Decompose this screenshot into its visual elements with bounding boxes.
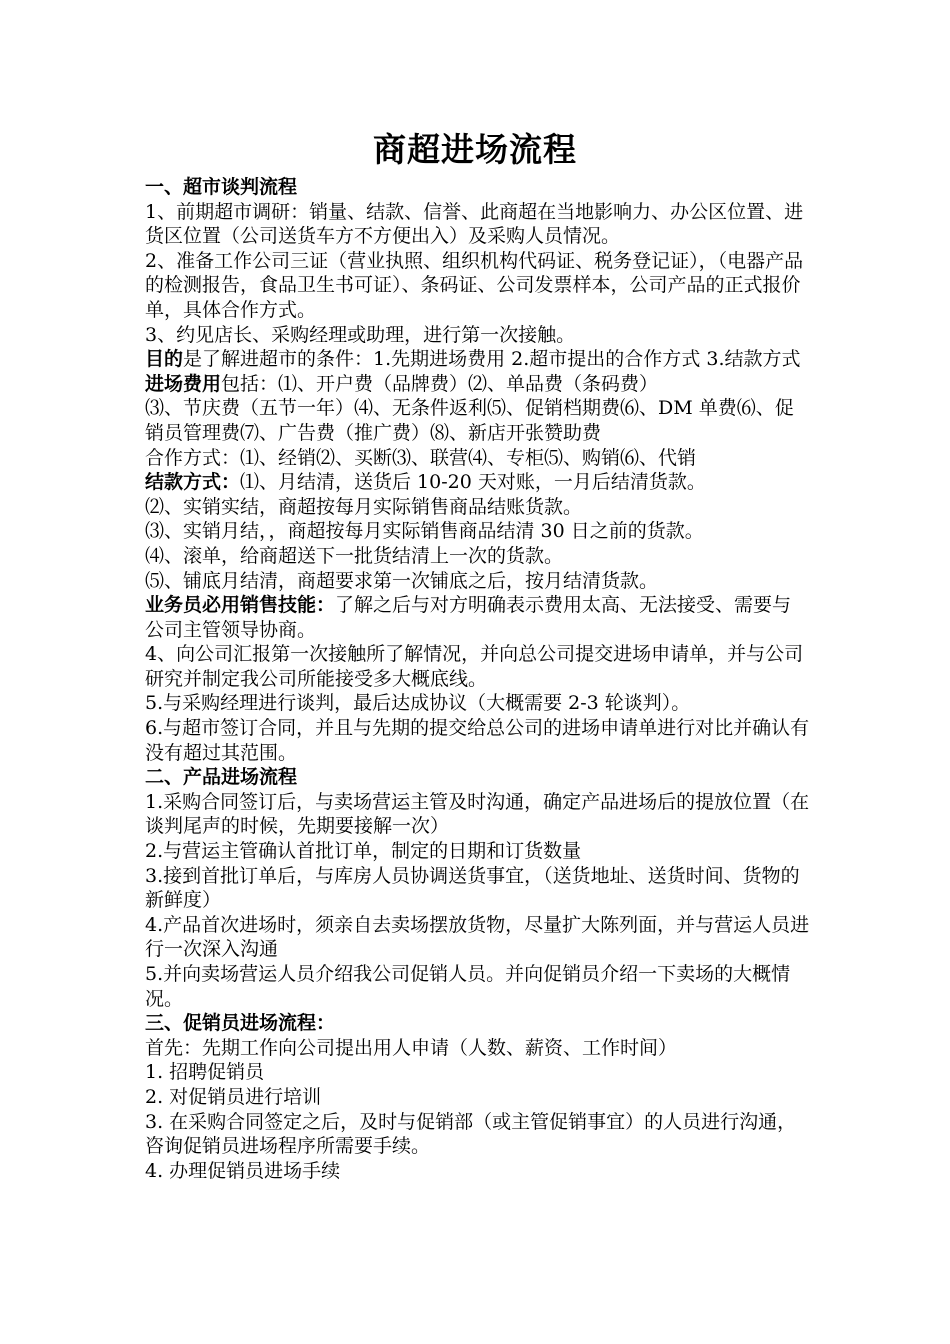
document-body	[145, 175, 810, 1183]
text-normal: ⑶、实销月结，，商超按每月实际销售商品结清 30 日之前的货款。	[145, 520, 704, 543]
paragraph	[145, 1036, 810, 1061]
text-normal: 了解之后与对方明确表示费用太高、无法接受、需要与公司主管领导协商。	[145, 594, 792, 641]
paragraph	[145, 864, 810, 913]
text-normal: 合作方式：⑴、经销⑵、买断⑶、联营⑷、专柜⑸、购销⑹、代销	[145, 446, 697, 469]
paragraph	[145, 790, 810, 839]
section-heading-1	[145, 175, 810, 200]
text-normal: 1. 招聘促销员	[145, 1061, 265, 1084]
paragraph	[145, 470, 810, 495]
text-normal: 4.产品首次进场时，须亲自去卖场摆放货物，尽量扩大陈列面，并与营运人员进行一次深入沟通	[145, 913, 810, 961]
paragraph	[145, 593, 810, 642]
text-normal: 4、向公司汇报第一次接触所了解情况，并向总公司提交进场申请单，并与公司研究并制定我公司所能接受多大概底线。	[145, 643, 804, 690]
paragraph	[145, 839, 810, 864]
text-normal: ⑶、节庆费（五节一年）⑷、无条件返利⑸、促销档期费⑹、DM 单费⑹、促销员管理费⑺、广告费（推广费）⑻、新店开张赞助费	[145, 397, 794, 444]
paragraph	[145, 519, 810, 544]
paragraph	[145, 495, 810, 520]
paragraph	[145, 1110, 810, 1159]
paragraph	[145, 396, 810, 445]
text-bold: 目的	[145, 348, 184, 371]
paragraph	[145, 913, 810, 962]
text-normal: ⑴、月结清，送货后 10-20 天对账，一月后结清货款。	[240, 471, 706, 494]
text-normal: ⑷、滚单，给商超送下一批货结清上一次的货款。	[145, 544, 564, 567]
text-normal: 1.采购合同签订后，与卖场营运主管及时沟通，确定产品进场后的提放位置（在谈判尾声的时候，先期要接解一次）	[145, 790, 810, 838]
text-normal: 首先：先期工作向公司提出用人申请（人数、薪资、工作时间）	[145, 1036, 678, 1059]
paragraph	[145, 323, 810, 348]
paragraph	[145, 569, 810, 594]
paragraph	[145, 691, 810, 716]
text-bold: 结款方式：	[145, 471, 241, 494]
text-normal: 5.并向卖场营运人员介绍我公司促销人员。并向促销员介绍一下卖场的大概情况。	[145, 963, 791, 1010]
paragraph	[145, 249, 810, 323]
text-bold: 二、产品进场流程	[145, 766, 298, 789]
paragraph	[145, 372, 810, 397]
text-bold: 三、促销员进场流程：	[145, 1012, 336, 1035]
text-normal: 2.与营运主管确认首批订单，制定的日期和订货数量	[145, 840, 582, 863]
text-normal: 4. 办理促销员进场手续	[145, 1159, 341, 1182]
text-normal: ⑸、铺底月结清，商超要求第一次铺底之后，按月结清货款。	[145, 569, 659, 592]
text-normal: 2. 对促销员进行培训	[145, 1085, 322, 1108]
text-bold: 一、超市谈判流程	[145, 176, 298, 198]
paragraph	[145, 1060, 810, 1085]
section-heading-2	[145, 765, 810, 790]
paragraph	[145, 716, 810, 765]
paragraph	[145, 1085, 810, 1110]
section-heading-3	[145, 1011, 810, 1036]
text-normal: 3、约见店长、采购经理或助理，进行第一次接触。	[145, 323, 576, 346]
paragraph	[145, 446, 810, 471]
document-title: 商超进场流程	[373, 130, 577, 169]
paragraph	[145, 642, 810, 691]
text-bold: 进场费用	[145, 372, 222, 395]
text-normal: 是了解进超市的条件：1.先期进场费用 2.超市提出的合作方式 3.结款方式	[183, 348, 801, 371]
text-normal: 3. 在采购合同签定之后，及时与促销部（或主管促销事宜）的人员进行沟通，咨询促销员进场程序所需要手续。	[145, 1110, 797, 1158]
paragraph	[145, 544, 810, 569]
text-normal: 包括：⑴、开户费（品牌费）⑵、单品费（条码费）	[221, 372, 659, 395]
text-normal: 5.与采购经理进行谈判，最后达成协议（大概需要 2-3 轮谈判）。	[145, 692, 691, 715]
paragraph	[145, 347, 810, 372]
text-bold: 业务员必用销售技能：	[145, 594, 336, 617]
text-normal: ⑵、实销实结，商超按每月实际销售商品结账货款。	[145, 495, 583, 518]
paragraph	[145, 1159, 810, 1184]
text-normal: 1、前期超市调研：销量、结款、信誉、此商超在当地影响力、办公区位置、进货区位置（公司送货车方不方便出入）及采购人员情况。	[145, 200, 804, 248]
paragraph	[145, 962, 810, 1011]
text-normal: 2、准备工作公司三证（营业执照、组织机构代码证、税务登记证），（电器产品的检测报告，食品卫生书可证）、条码证、公司发票样本，公司产品的正式报价单，具体合作方式。	[145, 249, 804, 321]
paragraph	[145, 200, 810, 249]
text-normal: 3.接到首批订单后，与库房人员协调送货事宜，（送货地址、送货时间、货物的新鲜度）	[145, 864, 800, 912]
text-normal: 6.与超市签订合同，并且与先期的提交给总公司的进场申请单进行对比并确认有没有超过其范围。	[145, 717, 810, 764]
